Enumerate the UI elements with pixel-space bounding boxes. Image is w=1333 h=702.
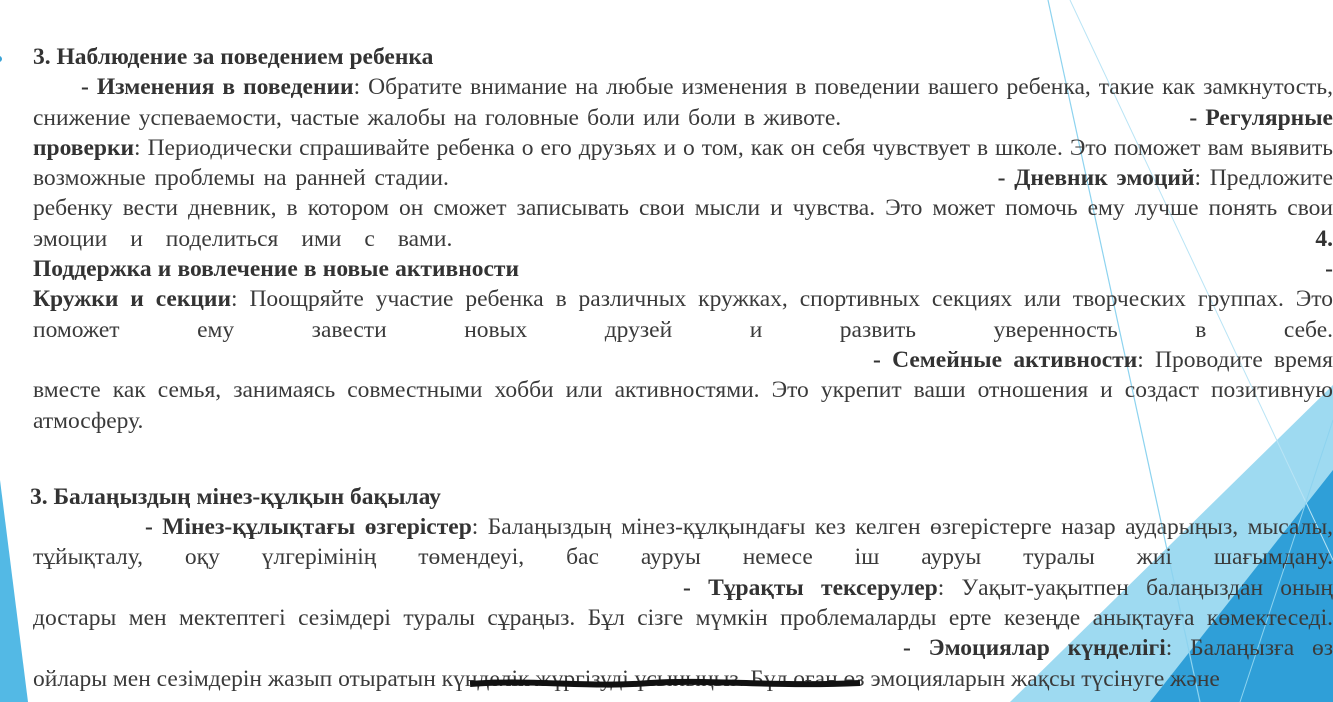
kz-heading: 3. Балаңыздың мінез-құлқын бақылау <box>30 483 441 510</box>
kz-paragraph: - Мінез-құлықтағы өзгерістер: Балаңыздың мінез-құлқындағы кез келген өзгерістерге назар аударыңыз, мысалы, тұйықталу, оқу үлгерімінің төмендеуі, бас ауруы немесе іш ауруы туралы жиі шағымдану. - Тұрақты тексерулер: Уақыт-уақытпен балаңыздан оның достары мен мектептегі сезімдері туралы сұраңыз. Бұл сізге мүмкін проблемаларды ерте кезеңде анықтауға көмектеседі. - Эмоциялар күнделігі: Балаңызға өз ойлары мен сезімдерін жазып отыратын күнделік жүргізуді ұсыныңыз. Бұл оған өз эмоцияларын жақсы түсінуге және <box>33 514 1333 692</box>
ru-heading: 3. Наблюдение за поведением ребенка <box>33 44 434 70</box>
document-body <box>30 42 1333 694</box>
left-edge-triangle <box>0 480 28 702</box>
scribble-strikethrough <box>470 677 860 691</box>
ru-checks-title: - Регулярные проверки <box>33 104 1333 161</box>
ru-changes-title: - Изменения в поведении <box>81 74 354 101</box>
ru-diary-title: - Дневник эмоций <box>997 165 1195 192</box>
kz-struck-text: күнделік жүргізуді ұсыныңыз. Бұл оған <box>441 665 838 692</box>
kz-checks-title: - Тұрақты тексерулер <box>683 574 938 601</box>
kz-diary-title: - Эмоциялар күнделігі <box>903 635 1166 662</box>
ru-family-title: - Семейные активности <box>873 346 1138 373</box>
ru-changes-paragraph: - Изменения в поведении: Обратите внимание на любые изменения в поведении вашего ребенка, такие как замкнутость, снижение успеваемости, частые жалобы на головные боли или боли в животе. - Регулярные проверки: Периодически спрашивайте ребенка о его друзьях и о том, как он себя чувствует в школе. Это поможет вам выявить возможные проблемы на ранней стадии. - Дневник эмоций: Предложите ребенку вести дневник, в котором он сможет записывать свои мысли и чувства. Это может помочь ему лучше понять свои эмоции и поделиться ими с вами. 4. Поддержка и вовлечение в новые активности - Кружки и секции: Поощряйте участие ребенка в различных кружках, спортивных секциях или творческих группах. Это поможет ему завести новых друзей и развить уверенность в себе. - Семейные активности: Проводите время вместе как семья, занимаясь совместными хобби или активностями. Это укрепит ваши отношения и создаст позитивную атмосферу. <box>33 74 1333 434</box>
ru-clubs-title: - Кружки и секции <box>33 256 1333 313</box>
ru-support-heading: 4. Поддержка и вовлечение в новые активности <box>33 225 1333 283</box>
kz-changes-title: - Мінез-құлықтағы өзгерістер <box>145 514 472 541</box>
